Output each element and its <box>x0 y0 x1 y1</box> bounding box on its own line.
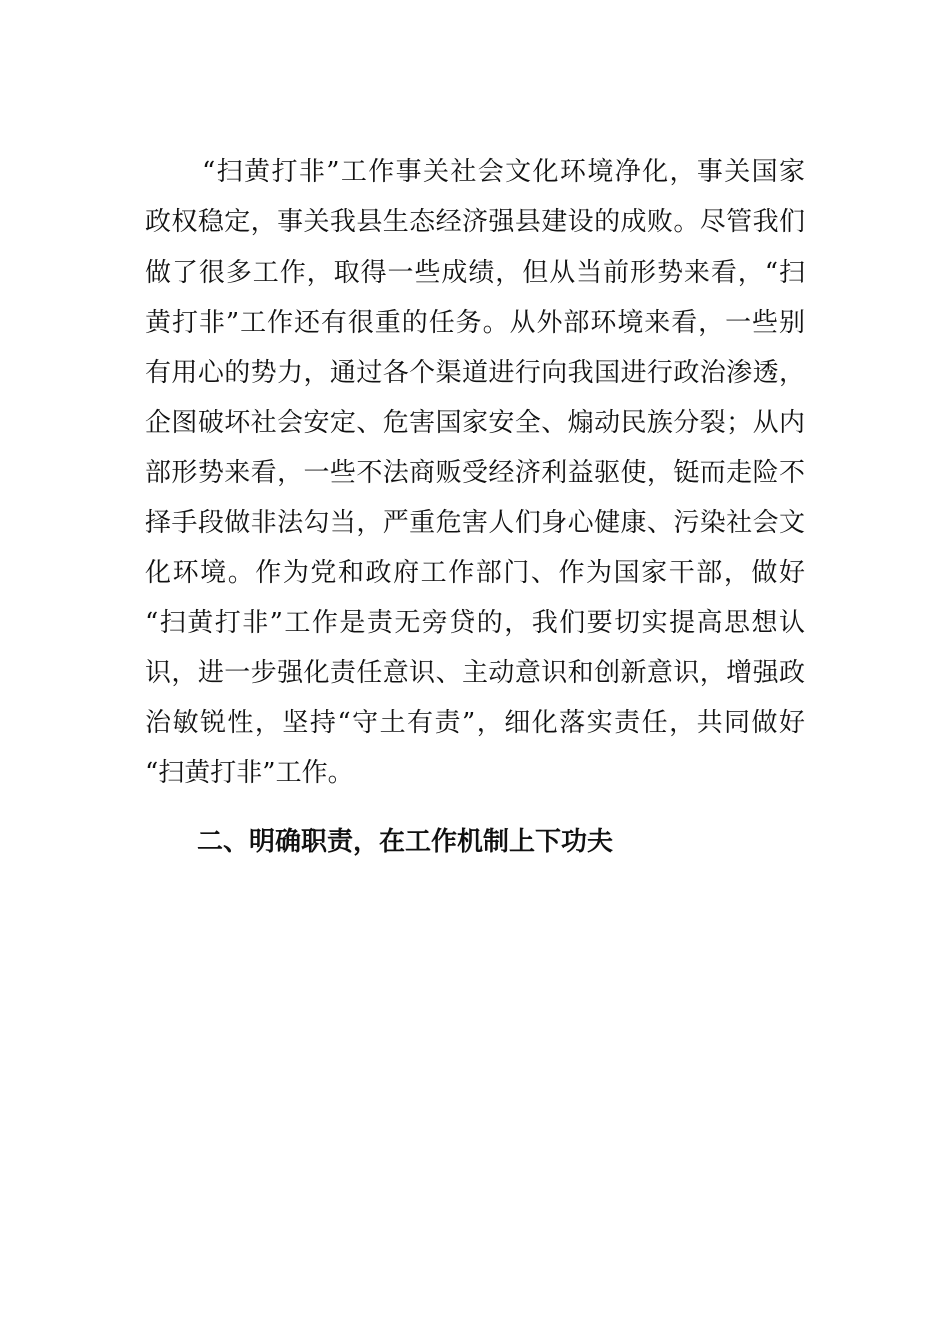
paragraph-line: 治敏锐性，坚持“守土有责”，细化落实责任，共同做好 <box>145 708 805 738</box>
section-heading: 二、明确职责，在工作机制上下功夫 <box>197 827 614 857</box>
paragraph-line: 黄打非”工作还有很重的任务。从外部环境来看，一些别 <box>145 308 805 338</box>
paragraph-line: 做了很多工作，取得一些成绩，但从当前形势来看，“扫 <box>145 258 805 288</box>
paragraph-line: 部形势来看，一些不法商贩受经济利益驱使，铤而走险不 <box>145 458 805 488</box>
paragraph-line: 择手段做非法勾当，严重危害人们身心健康、污染社会文 <box>145 508 805 538</box>
paragraph-line: “扫黄打非”工作是责无旁贷的，我们要切实提高思想认 <box>145 608 805 638</box>
paragraph-line: 企图破坏社会安定、危害国家安全、煽动民族分裂；从内 <box>145 408 805 438</box>
paragraph-line: 化环境。作为党和政府工作部门、作为国家干部，做好 <box>145 558 805 588</box>
paragraph-line: 政权稳定，事关我县生态经济强县建设的成败。尽管我们 <box>145 207 805 237</box>
paragraph-line: 识，进一步强化责任意识、主动意识和创新意识，增强政 <box>145 658 805 688</box>
paragraph-line: “扫黄打非”工作事关社会文化环境净化，事关国家 <box>202 157 805 187</box>
paragraph-line: 有用心的势力，通过各个渠道进行向我国进行政治渗透， <box>145 358 805 388</box>
paragraph-line: “扫黄打非”工作。 <box>145 758 354 788</box>
